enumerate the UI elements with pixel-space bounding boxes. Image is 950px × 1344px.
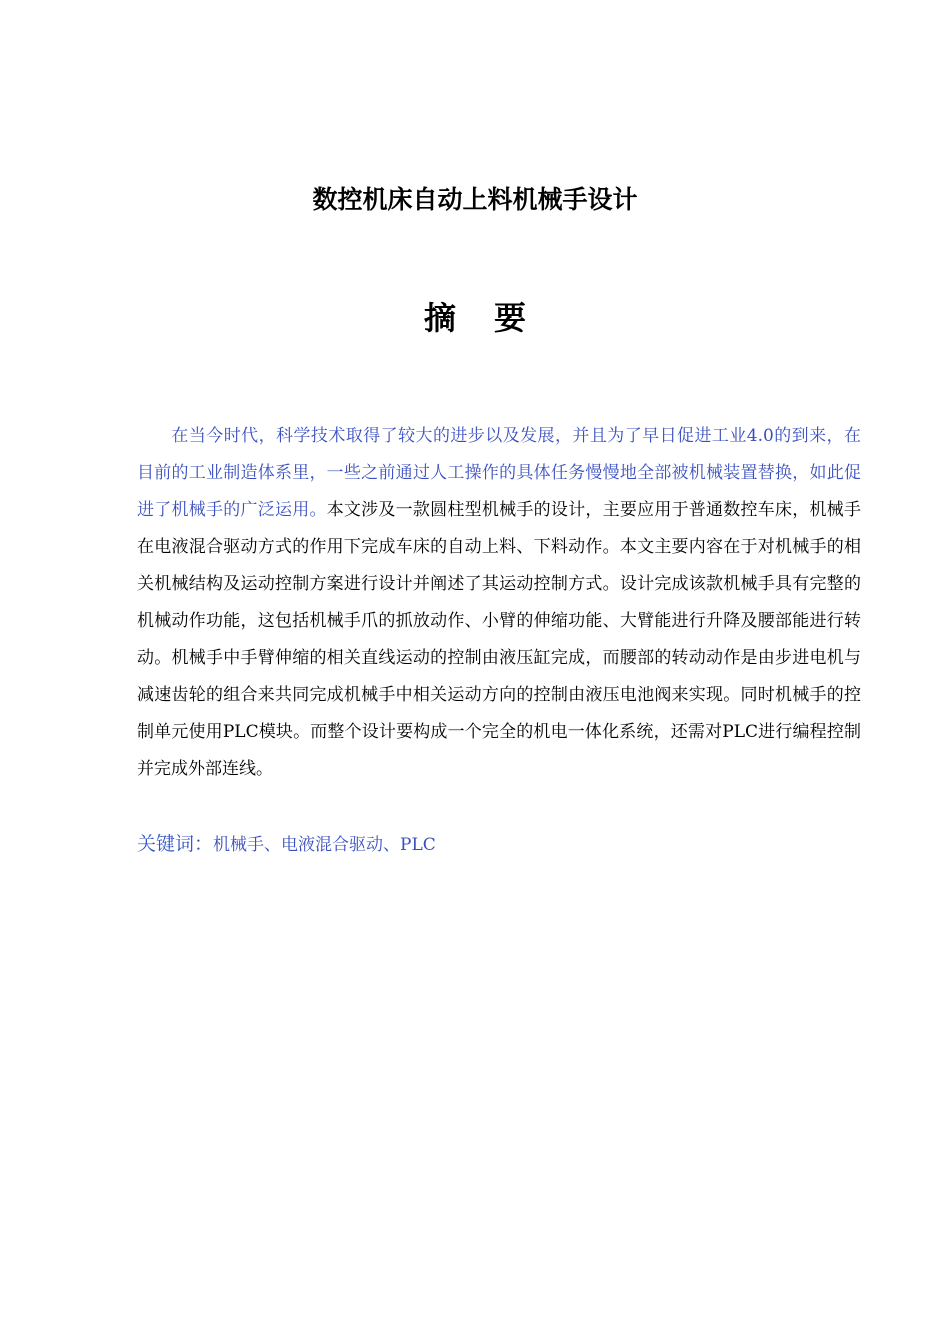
abstract-blue-text: 在当今时代，科学技术取得了较大的进步以及发展，并且为了早日促进工业4.0的到来，在目前的工业制造体系里，一些之前通过人工操作的具体任务慢慢地全部被机械装置替换，如此促进了机械手的广泛运用。 [137, 426, 861, 520]
abstract-paragraph [137, 418, 861, 788]
abstract-body-text: 本文涉及一款圆柱型机械手的设计，主要应用于普通数控车床，机械手在电液混合驱动方式的作用下完成车床的自动上料、下料动作。本文主要内容在于对机械手的相关机械结构及运动控制方案进行设计并阐述了其运动控制方式。设计完成该款机械手具有完整的机械动作功能，这包括机械手爪的抓放动作、小臂的伸缩功能、大臂能进行升降及腰部能进行转动。机械手中手臂伸缩的相关直线运动的控制由液压缸完成，而腰部的转动动作是由步进电机与减速齿轮的组合来共同完成机械手中相关运动方向的控制由液压电池阀来实现。同时机械手的控制单元使用PLC模块。而整个设计要构成一个完全的机电一体化系统，还需对PLC进行编程控制并完成外部连线。 [137, 500, 862, 779]
abstract-heading: 摘要 [423, 299, 564, 337]
keywords-values: 机械手、电液混合驱动、PLC [213, 835, 436, 855]
keywords-label: 关键词： [137, 833, 214, 855]
keywords-line [137, 826, 861, 864]
document-title: 数控机床自动上料机械手设计 [312, 185, 638, 214]
